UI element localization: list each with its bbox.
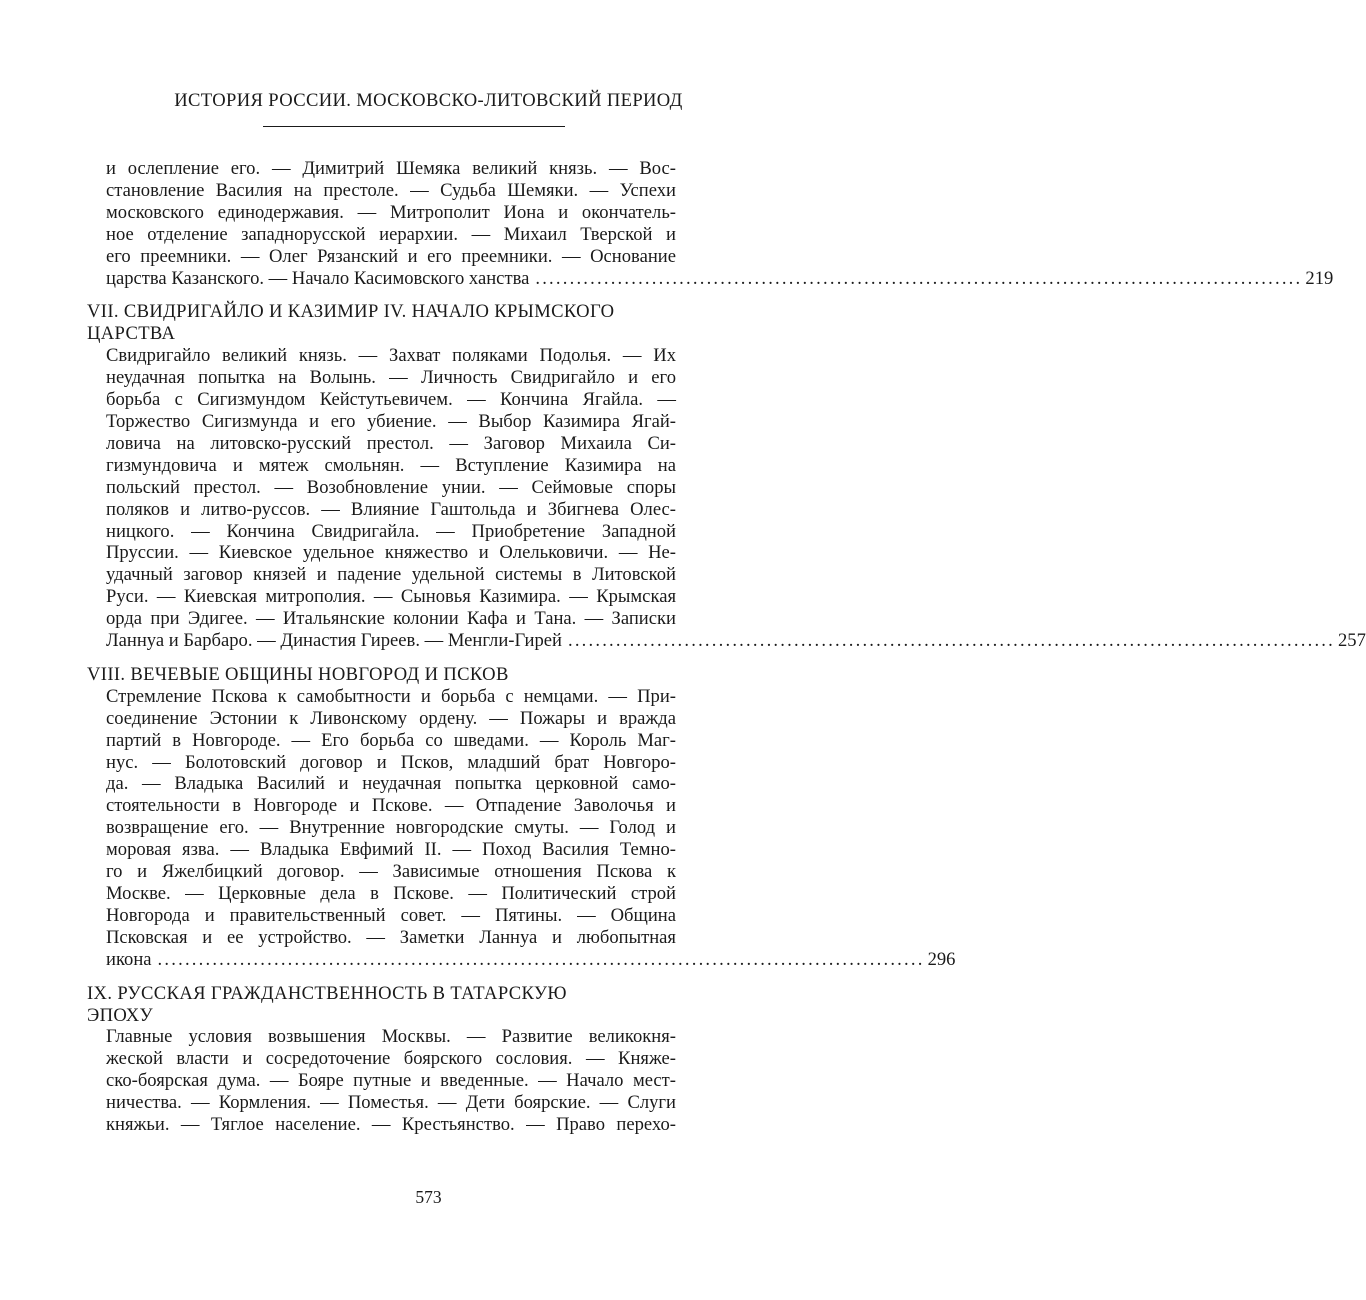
summary-line: ничества. — Кормления. — Поместья. — Дети боярские. — Слуги bbox=[106, 1092, 676, 1114]
summary-line: партий в Новгороде. — Его борьба со шведами. — Король Маг- bbox=[106, 729, 676, 751]
summary-line: гизмундовича и мятеж смольнян. — Вступление Казимира на bbox=[106, 454, 676, 476]
summary-line: борьба с Сигизмундом Кейстутьевичем. — Кончина Ягайла. — bbox=[106, 389, 676, 411]
toc-page-number[interactable]: 257 bbox=[1338, 630, 1366, 652]
chapter-title-line: ЦАРСТВА bbox=[87, 323, 176, 345]
summary-line: Руси. — Киевская митрополия. — Сыновья Казимира. — Крымская bbox=[106, 586, 676, 608]
dot-leader: ................................................................................................................ bbox=[535, 267, 1303, 289]
dot-leader: ................................................................................................................ bbox=[157, 948, 925, 970]
summary-line: го и Яжелбицкий договор. — Зависимые отношения Пскова к bbox=[106, 861, 676, 883]
summary-line: да. — Владыка Василий и неудачная попытка церковной само- bbox=[106, 773, 676, 795]
summary-line: ловича на литовско-русский престол. — Заговор Михаила Си- bbox=[106, 432, 676, 454]
summary-line: Стремление Пскова к самобытности и борьба с немцами. — При- bbox=[106, 685, 676, 707]
toc-entry bbox=[87, 158, 1334, 289]
toc-page-number[interactable]: 219 bbox=[1305, 267, 1334, 289]
summary-line: становление Василия на престоле. — Судьба Шемяки. — Успехи bbox=[106, 179, 676, 201]
summary-line: польский престол. — Возобновление унии. — Сеймовые споры bbox=[106, 476, 676, 498]
summary-line: нус. — Болотовский договор и Псков, младший брат Новгоро- bbox=[106, 751, 676, 773]
summary-line: возвращение его. — Внутренние новгородские смуты. — Голод и bbox=[106, 817, 676, 839]
chapter-summary bbox=[106, 158, 1334, 289]
summary-line: соединение Эстонии к Ливонскому ордену. — Пожары и вражда bbox=[106, 707, 676, 729]
chapter-title-line: VIII. ВЕЧЕВЫЕ ОБЩИНЫ НОВГОРОД И ПСКОВ bbox=[87, 663, 509, 685]
summary-last-line bbox=[106, 267, 1334, 290]
summary-line: княжьи. — Тяглое население. — Крестьянство. — Право перехо- bbox=[106, 1114, 676, 1136]
summary-line: ско-боярская дума. — Бояре путные и введенные. — Начало мест- bbox=[106, 1070, 676, 1092]
toc-entry bbox=[87, 663, 956, 971]
toc-entry bbox=[87, 301, 1366, 652]
summary-line: Ланнуа и Барбаро. — Династия Гиреев. — Менгли-Гирей bbox=[106, 630, 562, 652]
summary-line: ницкого. — Кончина Свидригайла. — Приобретение Западной bbox=[106, 520, 676, 542]
summary-line: Москве. — Церковные дела в Пскове. — Политический строй bbox=[106, 883, 676, 904]
summary-line: поляков и литво-руссов. — Влияние Гаштольда и Збигнева Олес- bbox=[106, 498, 676, 520]
summary-line: царства Казанского. — Начало Касимовского ханства bbox=[106, 267, 530, 289]
summary-line: икона bbox=[106, 948, 152, 970]
table-of-contents bbox=[87, 158, 1366, 1136]
chapter-title-line: ЭПОХУ bbox=[87, 1004, 154, 1026]
summary-line: Главные условия возвышения Москвы. — Развитие великокня- bbox=[106, 1026, 676, 1048]
summary-line: моровая язва. — Владыка Евфимий II. — Поход Василия Темно- bbox=[106, 839, 676, 861]
toc-entry bbox=[87, 983, 676, 1136]
running-head-rule bbox=[263, 126, 565, 127]
chapter-summary bbox=[106, 345, 1366, 652]
summary-last-line bbox=[106, 948, 956, 971]
summary-line: и ослепление его. — Димитрий Шемяка великий князь. — Вос- bbox=[106, 158, 676, 179]
summary-line: орда при Эдигее. — Итальянские колонии Кафа и Тана. — Записки bbox=[106, 608, 676, 630]
summary-line: неудачная попытка на Волынь. — Личность Свидригайло и его bbox=[106, 367, 676, 389]
summary-line: Торжество Сигизмунда и его убиение. — Выбор Казимира Ягай- bbox=[106, 410, 676, 432]
dot-leader: ................................................................................................................ bbox=[567, 630, 1335, 652]
chapter-title-line: VII. СВИДРИГАЙЛО И КАЗИМИР IV. НАЧАЛО КРЫМСКОГО bbox=[87, 301, 615, 323]
summary-last-line bbox=[106, 630, 1366, 652]
summary-line: удачный заговор князей и падение удельной системы в Литовской bbox=[106, 564, 676, 586]
summary-line: стоятельности в Новгороде и Пскове. — Отпадение Заволочья и bbox=[106, 795, 676, 817]
summary-line: московского единодержавия. — Митрополит Иона и окончатель- bbox=[106, 201, 676, 223]
chapter-title-line: IX. РУССКАЯ ГРАЖДАНСТВЕННОСТЬ В ТАТАРСКУЮ bbox=[87, 982, 567, 1004]
chapter-summary bbox=[106, 1026, 676, 1136]
summary-line: его преемники. — Олег Рязанский и его преемники. — Основание bbox=[106, 245, 676, 267]
summary-line: жеской власти и сосредоточение боярского сословия. — Княже- bbox=[106, 1048, 676, 1070]
summary-line: Псковская и ее устройство. — Заметки Ланнуа и любопытная bbox=[106, 926, 676, 948]
chapter-summary bbox=[106, 685, 956, 971]
summary-line: Свидригайло великий князь. — Захват поляками Подолья. — Их bbox=[106, 345, 676, 367]
summary-line: ное отделение западнорусской иерархии. — Михаил Тверской и bbox=[106, 223, 676, 245]
toc-page-number[interactable]: 296 bbox=[927, 948, 956, 970]
summary-line: Новгорода и правительственный совет. — Пятины. — Община bbox=[106, 904, 676, 926]
summary-line: Пруссии. — Киевское удельное княжество и Олельковичи. — Не- bbox=[106, 542, 676, 564]
page-number: 573 bbox=[415, 1187, 442, 1207]
running-head: ИСТОРИЯ РОССИИ. МОСКОВСКО-ЛИТОВСКИЙ ПЕРИОД bbox=[174, 90, 683, 111]
